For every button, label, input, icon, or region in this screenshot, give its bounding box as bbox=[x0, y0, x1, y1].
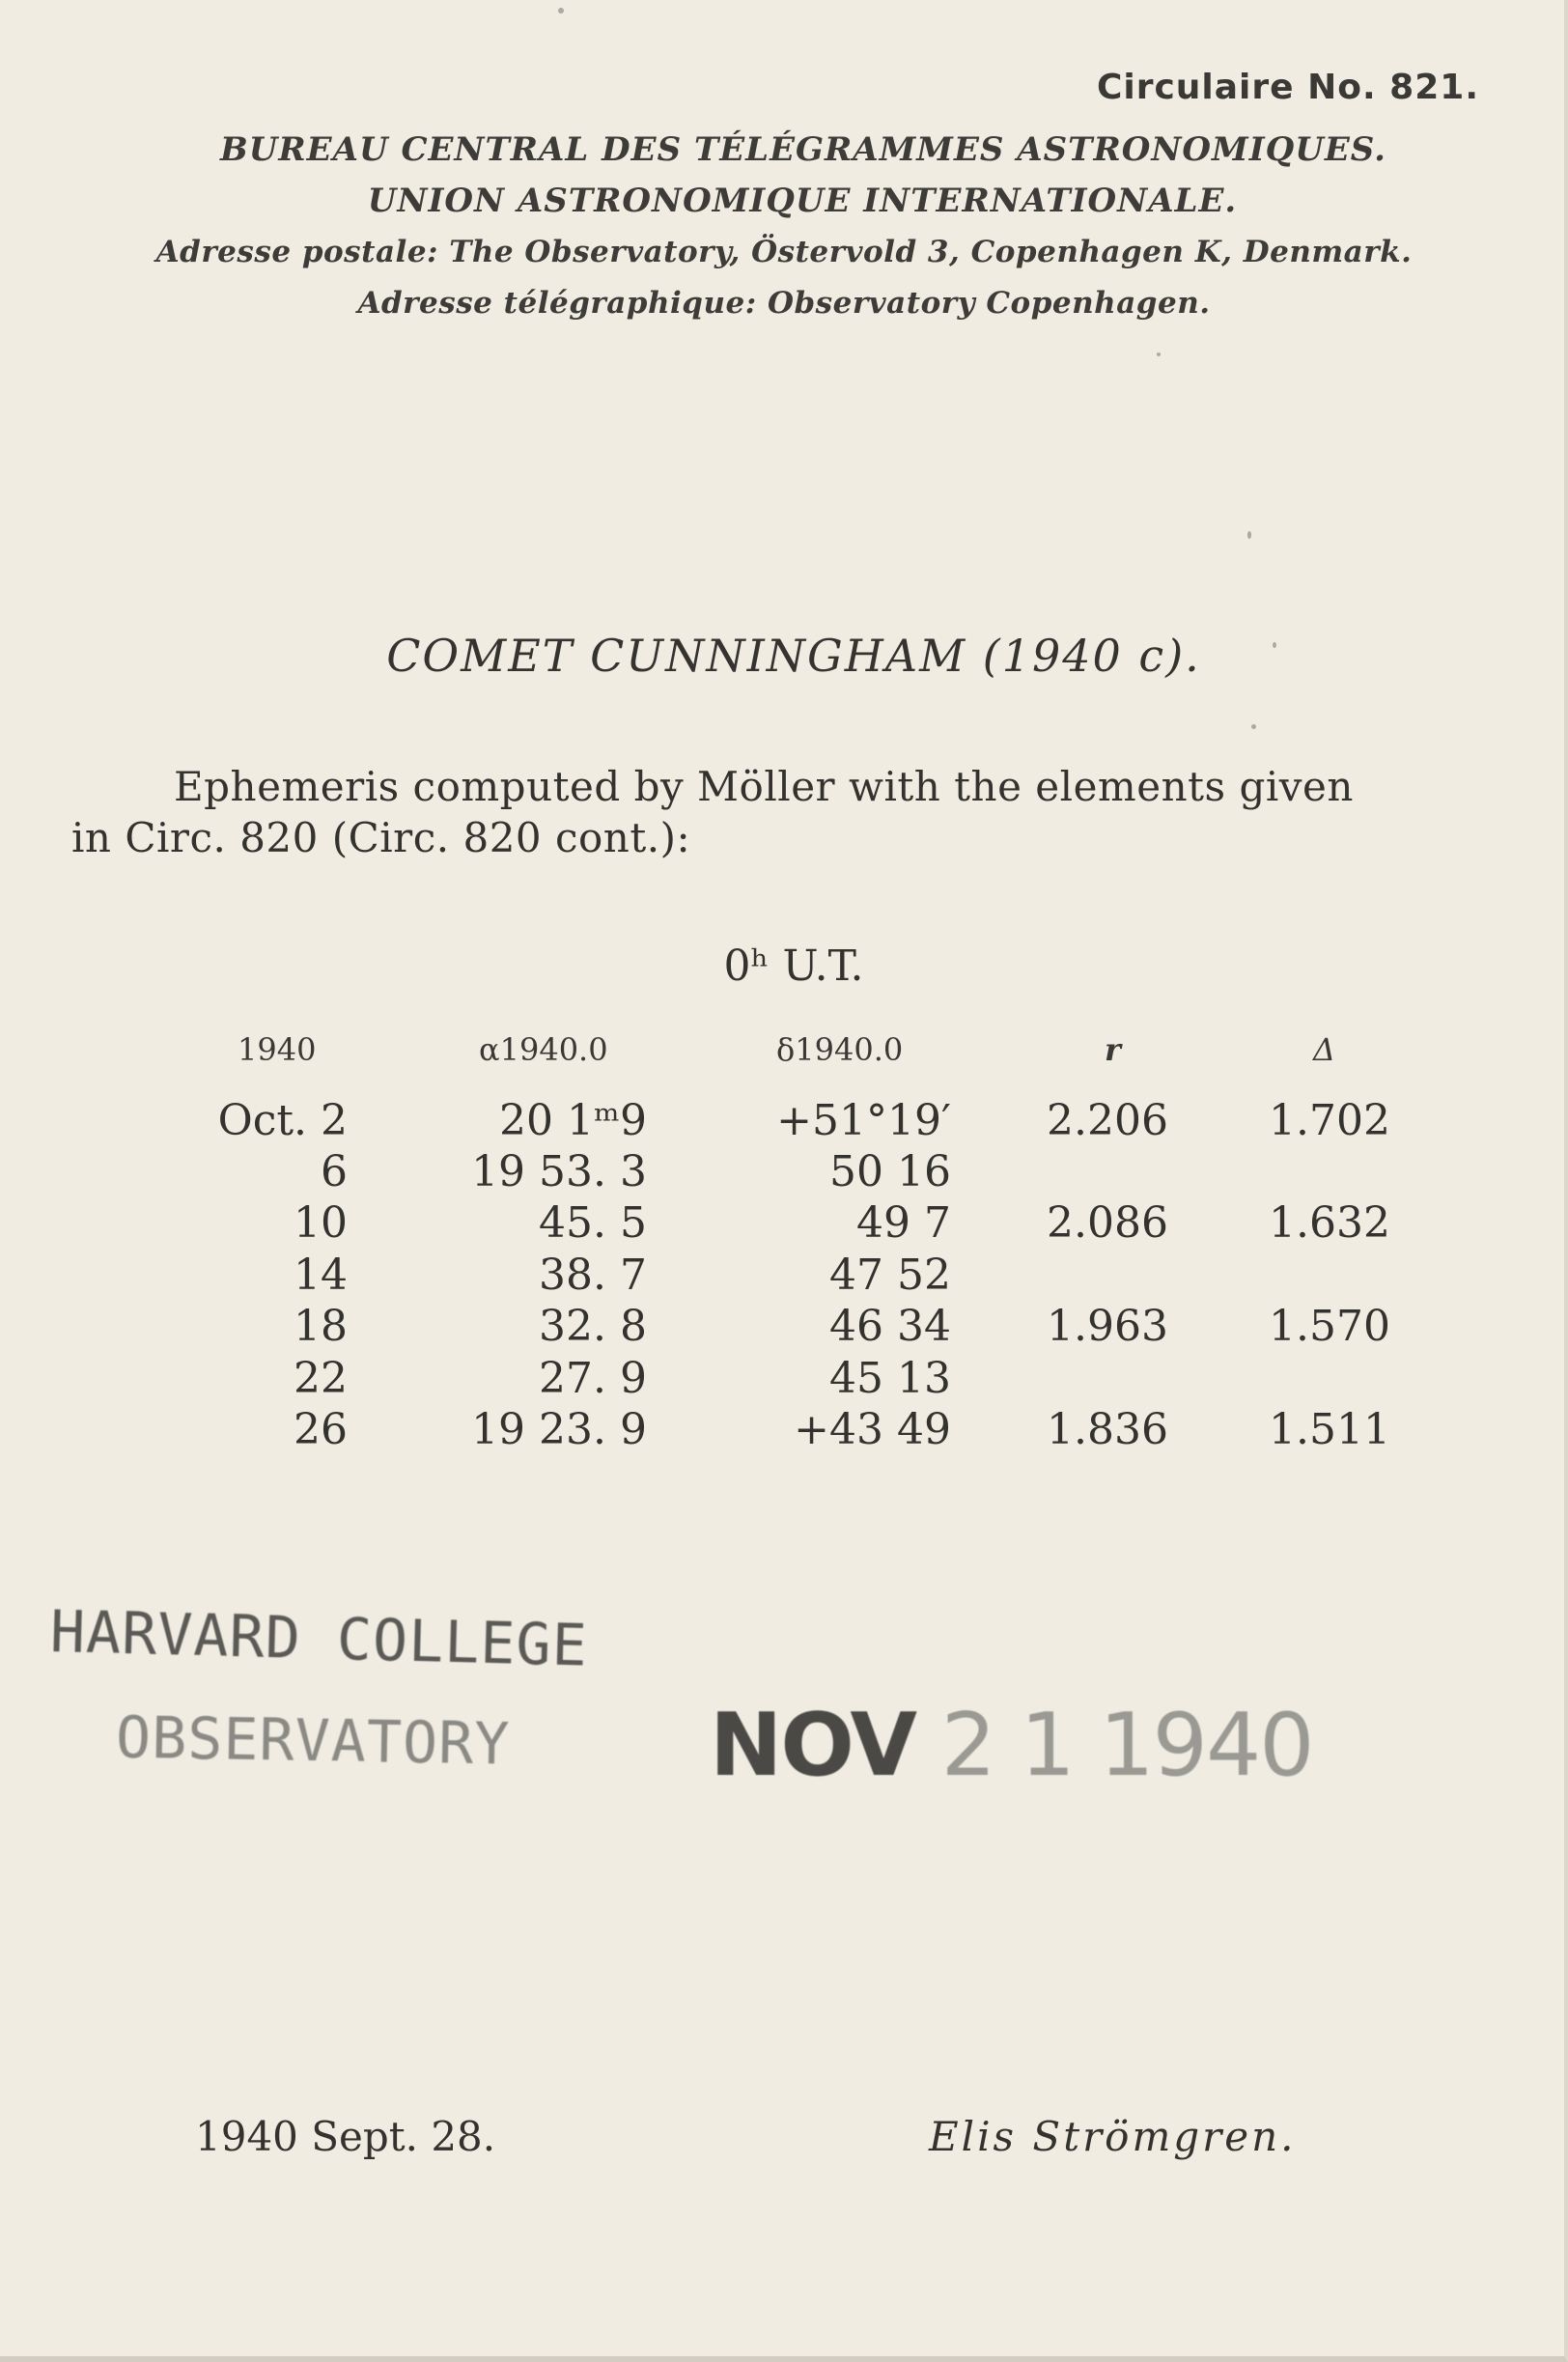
comet-title: COMET CUNNINGHAM (1940 c). bbox=[386, 630, 1201, 682]
header-ra: α1940.0 bbox=[479, 1031, 608, 1068]
table-cell-date: Oct. 2 bbox=[217, 1096, 348, 1145]
table-cell-r: 1.963 bbox=[1047, 1302, 1168, 1351]
table-cell-date: 6 bbox=[321, 1147, 348, 1196]
postal-address: Adresse postale: The Observatory, Östervold 3, Copenhagen K, Denmark. bbox=[155, 235, 1413, 269]
table-cell-date: 10 bbox=[294, 1198, 348, 1248]
table-cell-ra: 38. 7 bbox=[539, 1251, 647, 1300]
stamp-harvard-college: HARVARD COLLEGE bbox=[49, 1598, 589, 1680]
table-cell-dec: 50 16 bbox=[829, 1147, 951, 1196]
paper-speck bbox=[1273, 642, 1276, 648]
table-cell-dec: +43 49 bbox=[794, 1405, 951, 1454]
table-cell-ra: 19 53. 3 bbox=[471, 1147, 647, 1196]
header-delta: Δ bbox=[1313, 1031, 1336, 1068]
table-cell-ra: 27. 9 bbox=[539, 1354, 647, 1403]
signature: Elis Strömgren. bbox=[929, 2113, 1297, 2160]
table-cell-date: 22 bbox=[294, 1354, 348, 1403]
paper-speck bbox=[1247, 531, 1251, 539]
table-cell-date: 26 bbox=[294, 1405, 348, 1454]
table-cell-dec: 46 34 bbox=[829, 1302, 951, 1351]
intro-line-2: in Circ. 820 (Circ. 820 cont.): bbox=[71, 814, 691, 861]
stamp-observatory: OBSERVATORY bbox=[115, 1703, 511, 1779]
table-cell-r: 1.836 bbox=[1047, 1405, 1168, 1454]
issue-date: 1940 Sept. 28. bbox=[195, 2113, 496, 2160]
table-cell-r: 2.086 bbox=[1047, 1198, 1168, 1248]
table-cell-date: 14 bbox=[294, 1251, 348, 1300]
table-cell-ra: 32. 8 bbox=[539, 1302, 647, 1351]
table-cell-delta: 1.511 bbox=[1269, 1405, 1390, 1454]
table-cell-date: 18 bbox=[294, 1302, 348, 1351]
table-cell-delta: 1.632 bbox=[1269, 1198, 1390, 1248]
table-cell-dec: 47 52 bbox=[829, 1251, 951, 1300]
intro-line-1: Ephemeris computed by Möller with the elements given bbox=[174, 763, 1354, 810]
table-cell-delta: 1.570 bbox=[1269, 1302, 1390, 1351]
table-cell-ra: 20 1ᵐ9 bbox=[499, 1096, 647, 1145]
paper-speck bbox=[1251, 724, 1256, 729]
header-dec: δ1940.0 bbox=[776, 1031, 904, 1068]
header-r: r bbox=[1105, 1031, 1121, 1068]
time-label: 0ʰ U.T. bbox=[723, 942, 864, 991]
paper-speck bbox=[558, 8, 564, 14]
stamp-day-year: 2 1 1940 bbox=[915, 1695, 1313, 1796]
table-cell-dec: 45 13 bbox=[829, 1354, 951, 1403]
stamp-received-date bbox=[710, 1695, 1312, 1796]
circular-number: Circulaire No. 821. bbox=[1096, 68, 1479, 107]
header-year: 1940 bbox=[238, 1031, 317, 1068]
telegraph-address: Adresse télégraphique: Observatory Copenhagen. bbox=[357, 286, 1211, 321]
table-cell-delta: 1.702 bbox=[1269, 1096, 1390, 1145]
table-cell-dec: 49 7 bbox=[856, 1198, 951, 1248]
table-cell-dec: +51°19′ bbox=[776, 1096, 951, 1145]
table-cell-ra: 19 23. 9 bbox=[471, 1405, 647, 1454]
table-cell-r: 2.206 bbox=[1047, 1096, 1168, 1145]
union-heading: UNION ASTRONOMIQUE INTERNATIONALE. bbox=[367, 182, 1238, 220]
bureau-heading: BUREAU CENTRAL DES TÉLÉGRAMMES ASTRONOMIQUES. bbox=[220, 130, 1386, 169]
paper-speck bbox=[1157, 352, 1161, 356]
table-cell-ra: 45. 5 bbox=[539, 1198, 647, 1248]
stamp-month: NOV bbox=[710, 1695, 916, 1796]
